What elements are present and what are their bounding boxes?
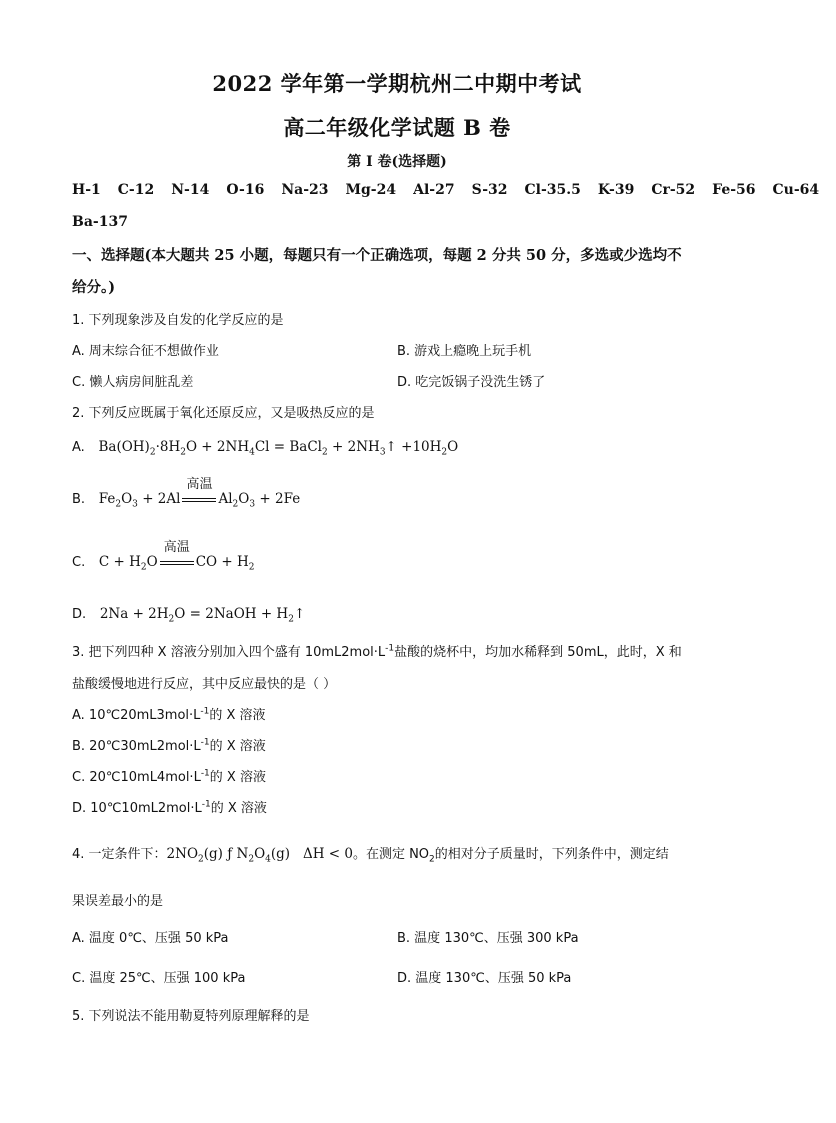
q2-option-c-label: C. [72, 555, 86, 570]
exam-title: 2022 学年第一学期杭州二中期中考试 [212, 71, 582, 96]
q3-sup: -1 [201, 799, 211, 810]
q3-option-tail: 的 X 溶液 [209, 739, 266, 754]
section-heading-cont: 给分。) [72, 279, 116, 296]
q4-stem: 4. 一定条件下：$2NO_2(g)$ ƒ $N_2O_4(g) \Delta H < 0$。在测定 $NO_2$的相对分子质量时，下列条件中，测定结 [72, 846, 669, 865]
section-heading: 一、选择题(本大题共 25 小题，每题只有一个正确选项，每题 2 分共 50 分，多选或少选均不 [72, 247, 682, 264]
q2-option-a [72, 436, 458, 458]
q4-stem-pre: 4. 一定条件下： [72, 847, 167, 862]
q3-option-tail: 的 X 溶液 [209, 708, 266, 723]
q3-sup: -1 [200, 706, 210, 717]
atomic-mass: O-16 [226, 182, 265, 198]
q2-option-b-label: B. [72, 492, 86, 507]
q2-option-c-equation: $C + H_2O$ 高温 CO + $H_2$ [90, 554, 254, 570]
q3-option-tail: 的 X 溶液 [210, 801, 267, 816]
q2-option-b [72, 477, 301, 510]
q2-option-b-equation: $Fe_2O_3 + 2Al$ 高温 $Al_2O_3 + 2Fe$ [90, 491, 300, 507]
q3-option-a-text: A. 10℃20mL3mol·L [72, 708, 201, 723]
q3-stem [72, 641, 682, 660]
atomic-mass: S-32 [471, 182, 508, 198]
q1-stem: 1. 下列现象涉及自发的化学反应的是 [72, 313, 284, 328]
q2-option-d [72, 603, 305, 625]
q3-option-a [72, 704, 266, 723]
q1-option-a: A. 周末综合征不想做作业 [72, 344, 219, 359]
atomic-mass: Al-27 [413, 182, 455, 198]
q1-option-b: B. 游戏上瘾晚上玩手机 [397, 344, 532, 359]
q3-stem-sup: -1 [385, 643, 395, 654]
q2-option-a-label: A. [72, 440, 85, 455]
q3-option-c-text: C. 20℃10mL4mol·L [72, 770, 201, 785]
atomic-mass-list [72, 182, 836, 198]
q2-option-a-equation: $Ba(OH)_2\cdot 8H_2O + 2NH_4Cl$ = BaCl$_2$ + $2NH_3↑ +10H_2O$ [89, 439, 459, 458]
atomic-mass: H-1 [72, 182, 101, 198]
exam-subtitle: 高二年级化学试题 B 卷 [283, 115, 511, 140]
q4-option-a: A. 温度 0℃、压强 50 kPa [72, 931, 229, 946]
q3-sup: -1 [200, 768, 210, 779]
q3-sup: -1 [200, 737, 210, 748]
atomic-mass: Cr-52 [651, 182, 696, 198]
atomic-mass: Fe-56 [712, 182, 756, 198]
q4-stem-line2: 果误差最小的是 [72, 894, 164, 909]
atomic-mass: C-12 [117, 182, 155, 198]
q2-option-d-equation: $2Na + 2H_2O$ = 2NaOH + $H_2↑$ [91, 606, 306, 625]
q4-option-b: B. 温度 130℃、压强 300 kPa [397, 931, 579, 946]
q5-stem: 5. 下列说法不能用勒夏特列原理解释的是 [72, 1009, 310, 1024]
q4-stem-tail: 的相对分子质量时，下列条件中，测定结 [434, 847, 669, 862]
q3-option-c [72, 766, 266, 785]
atomic-mass: Cu-64 [772, 182, 820, 198]
q4-option-c: C. 温度 25℃、压强 100 kPa [72, 971, 246, 986]
q4-option-d: D. 温度 130℃、压强 50 kPa [397, 971, 572, 986]
atomic-mass-ba: Ba-137 [72, 214, 128, 230]
reaction-condition: 高温 [186, 477, 213, 492]
q3-option-d [72, 797, 267, 816]
q3-option-b [72, 735, 266, 754]
atomic-mass: Mg-24 [345, 182, 397, 198]
q3-stem-line2: 盐酸缓慢地进行反应，其中反应最快的是（ ） [72, 677, 337, 692]
q2-option-c [72, 540, 255, 573]
q4-stem-mid: 。在测定 NO [352, 847, 430, 862]
q1-option-c: C. 懒人病房间脏乱差 [72, 375, 194, 390]
q2-stem: 2. 下列反应既属于氧化还原反应，又是吸热反应的是 [72, 406, 375, 421]
atomic-mass: Na-23 [281, 182, 329, 198]
atomic-mass: Cl-35.5 [524, 182, 581, 198]
q3-stem-tail: 盐酸的烧杯中，均加水稀释到 50mL，此时，X 和 [394, 645, 682, 660]
q2-option-d-label: D. [72, 607, 87, 622]
atomic-mass: K-39 [597, 182, 635, 198]
q1-option-d: D. 吃完饭锅子没洗生锈了 [397, 375, 546, 390]
atomic-mass: N-14 [171, 182, 210, 198]
q3-option-tail: 的 X 溶液 [209, 770, 266, 785]
q3-stem-part: 3. 把下列四种 X 溶液分别加入四个盛有 10mL2mol·L [72, 645, 386, 660]
q4-equilibrium: $2NO_2(g)$ ƒ $N_2O_4(g) \Delta H < 0$ [166, 846, 353, 865]
reaction-condition: 高温 [163, 540, 190, 555]
q3-option-d-text: D. 10℃10mL2mol·L [72, 801, 202, 816]
volume-label: 第 I 卷(选择题) [347, 154, 447, 170]
q3-option-b-text: B. 20℃30mL2mol·L [72, 739, 201, 754]
